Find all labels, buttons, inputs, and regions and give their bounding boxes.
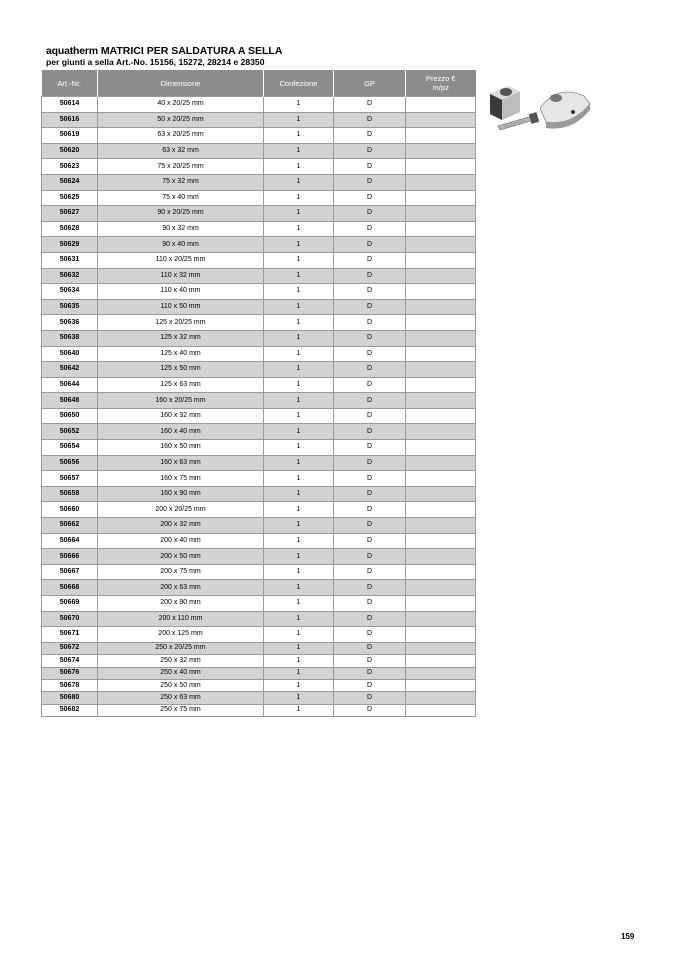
cell-prezzo	[406, 580, 476, 596]
saddle-welding-dies-product-icon	[486, 72, 604, 138]
cell-dimensione: 75 x 32 mm	[98, 174, 264, 190]
cell-confezione: 1	[264, 471, 334, 487]
cell-confezione: 1	[264, 564, 334, 580]
table-row	[42, 408, 476, 424]
cell-prezzo	[406, 221, 476, 237]
cell-gp: D	[334, 642, 406, 654]
cell-gp: D	[334, 112, 406, 128]
cell-prezzo	[406, 655, 476, 667]
cell-art-nr: 50638	[42, 330, 98, 346]
cell-gp: D	[334, 580, 406, 596]
cell-prezzo	[406, 159, 476, 175]
cell-confezione: 1	[264, 206, 334, 222]
cell-dimensione: 90 x 40 mm	[98, 237, 264, 253]
cell-dimensione: 125 x 32 mm	[98, 330, 264, 346]
cell-confezione: 1	[264, 284, 334, 300]
cell-gp: D	[334, 440, 406, 456]
cell-gp: D	[334, 692, 406, 704]
cell-prezzo	[406, 564, 476, 580]
table-row	[42, 128, 476, 144]
cell-dimensione: 200 x 32 mm	[98, 518, 264, 534]
table-row	[42, 679, 476, 691]
table-row	[42, 159, 476, 175]
cell-art-nr: 50640	[42, 346, 98, 362]
cell-prezzo	[406, 440, 476, 456]
cell-dimensione: 160 x 32 mm	[98, 408, 264, 424]
cell-gp: D	[334, 159, 406, 175]
cell-prezzo	[406, 206, 476, 222]
cell-prezzo	[406, 408, 476, 424]
cell-gp: D	[334, 564, 406, 580]
cell-dimensione: 200 x 63 mm	[98, 580, 264, 596]
brand-name: aquatherm	[46, 45, 98, 57]
cell-art-nr: 50662	[42, 518, 98, 534]
cell-confezione: 1	[264, 362, 334, 378]
cell-dimensione: 90 x 32 mm	[98, 221, 264, 237]
table-row	[42, 268, 476, 284]
cell-confezione: 1	[264, 611, 334, 627]
cell-art-nr: 50682	[42, 704, 98, 716]
cell-prezzo	[406, 679, 476, 691]
cell-confezione: 1	[264, 97, 334, 113]
table-row	[42, 143, 476, 159]
cell-prezzo	[406, 518, 476, 534]
cell-prezzo	[406, 596, 476, 612]
col-header-dimensione: Dimensione	[98, 70, 264, 97]
cell-art-nr: 50619	[42, 128, 98, 144]
cell-art-nr: 50676	[42, 667, 98, 679]
cell-dimensione: 160 x 50 mm	[98, 440, 264, 456]
table-row	[42, 237, 476, 253]
cell-art-nr: 50627	[42, 206, 98, 222]
cell-art-nr: 50674	[42, 655, 98, 667]
cell-gp: D	[334, 237, 406, 253]
page-number: 159	[621, 932, 635, 941]
cell-confezione: 1	[264, 128, 334, 144]
cell-gp: D	[334, 128, 406, 144]
table-row	[42, 393, 476, 409]
cell-dimensione: 63 x 20/25 mm	[98, 128, 264, 144]
table-row	[42, 252, 476, 268]
cell-gp: D	[334, 471, 406, 487]
table-row	[42, 362, 476, 378]
cell-art-nr: 50635	[42, 299, 98, 315]
cell-art-nr: 50654	[42, 440, 98, 456]
cell-confezione: 1	[264, 642, 334, 654]
table-header-row	[42, 70, 476, 97]
cell-gp: D	[334, 455, 406, 471]
cell-confezione: 1	[264, 408, 334, 424]
cell-confezione: 1	[264, 627, 334, 643]
table-row	[42, 190, 476, 206]
cell-dimensione: 200 x 40 mm	[98, 533, 264, 549]
cell-dimensione: 250 x 20/25 mm	[98, 642, 264, 654]
cell-dimensione: 110 x 32 mm	[98, 268, 264, 284]
table-row	[42, 611, 476, 627]
cell-confezione: 1	[264, 704, 334, 716]
col-header-prezzo	[406, 70, 476, 97]
cell-prezzo	[406, 252, 476, 268]
cell-art-nr: 50644	[42, 377, 98, 393]
cell-dimensione: 63 x 32 mm	[98, 143, 264, 159]
cell-gp: D	[334, 299, 406, 315]
cell-dimensione: 160 x 20/25 mm	[98, 393, 264, 409]
cell-gp: D	[334, 655, 406, 667]
cell-gp: D	[334, 679, 406, 691]
cell-gp: D	[334, 362, 406, 378]
table-row	[42, 284, 476, 300]
table-row	[42, 549, 476, 565]
cell-art-nr: 50666	[42, 549, 98, 565]
cell-prezzo	[406, 330, 476, 346]
table-row	[42, 174, 476, 190]
cell-art-nr: 50614	[42, 97, 98, 113]
cell-prezzo	[406, 502, 476, 518]
table-row	[42, 221, 476, 237]
cell-gp: D	[334, 596, 406, 612]
cell-confezione: 1	[264, 252, 334, 268]
cell-gp: D	[334, 221, 406, 237]
table-row	[42, 486, 476, 502]
table-row	[42, 502, 476, 518]
cell-dimensione: 250 x 50 mm	[98, 679, 264, 691]
cell-gp: D	[334, 518, 406, 534]
cell-gp: D	[334, 533, 406, 549]
table-row	[42, 596, 476, 612]
product-table	[41, 70, 476, 717]
cell-dimensione: 75 x 40 mm	[98, 190, 264, 206]
cell-art-nr: 50632	[42, 268, 98, 284]
cell-prezzo	[406, 393, 476, 409]
table-row	[42, 564, 476, 580]
table-row	[42, 533, 476, 549]
cell-prezzo	[406, 112, 476, 128]
cell-art-nr: 50658	[42, 486, 98, 502]
cell-art-nr: 50628	[42, 221, 98, 237]
cell-confezione: 1	[264, 533, 334, 549]
cell-confezione: 1	[264, 221, 334, 237]
cell-gp: D	[334, 424, 406, 440]
table-row	[42, 655, 476, 667]
table-row	[42, 346, 476, 362]
cell-prezzo	[406, 174, 476, 190]
cell-dimensione: 250 x 40 mm	[98, 667, 264, 679]
cell-art-nr: 50664	[42, 533, 98, 549]
cell-confezione: 1	[264, 190, 334, 206]
table-row	[42, 667, 476, 679]
cell-prezzo	[406, 346, 476, 362]
cell-dimensione: 200 x 90 mm	[98, 596, 264, 612]
cell-prezzo	[406, 97, 476, 113]
cell-dimensione: 250 x 63 mm	[98, 692, 264, 704]
cell-art-nr: 50623	[42, 159, 98, 175]
table-row	[42, 315, 476, 331]
cell-confezione: 1	[264, 346, 334, 362]
cell-gp: D	[334, 377, 406, 393]
cell-gp: D	[334, 143, 406, 159]
cell-dimensione: 160 x 63 mm	[98, 455, 264, 471]
table-row	[42, 424, 476, 440]
cell-art-nr: 50668	[42, 580, 98, 596]
table-row	[42, 440, 476, 456]
cell-dimensione: 40 x 20/25 mm	[98, 97, 264, 113]
cell-dimensione: 125 x 20/25 mm	[98, 315, 264, 331]
cell-gp: D	[334, 252, 406, 268]
page-subtitle: per giunti a sella Art.-No. 15156, 15272, 28214 e 28350	[46, 57, 265, 67]
cell-confezione: 1	[264, 440, 334, 456]
cell-dimensione: 75 x 20/25 mm	[98, 159, 264, 175]
cell-art-nr: 50680	[42, 692, 98, 704]
cell-prezzo	[406, 455, 476, 471]
cell-gp: D	[334, 408, 406, 424]
cell-dimensione: 125 x 63 mm	[98, 377, 264, 393]
cell-confezione: 1	[264, 424, 334, 440]
cell-prezzo	[406, 299, 476, 315]
cell-prezzo	[406, 642, 476, 654]
cell-gp: D	[334, 97, 406, 113]
cell-confezione: 1	[264, 679, 334, 691]
cell-confezione: 1	[264, 549, 334, 565]
cell-prezzo	[406, 611, 476, 627]
table-row	[42, 580, 476, 596]
cell-art-nr: 50652	[42, 424, 98, 440]
cell-art-nr: 50648	[42, 393, 98, 409]
cell-dimensione: 160 x 90 mm	[98, 486, 264, 502]
cell-art-nr: 50620	[42, 143, 98, 159]
cell-confezione: 1	[264, 315, 334, 331]
cell-prezzo	[406, 315, 476, 331]
table-row	[42, 627, 476, 643]
cell-confezione: 1	[264, 299, 334, 315]
cell-art-nr: 50650	[42, 408, 98, 424]
cell-art-nr: 50678	[42, 679, 98, 691]
cell-art-nr: 50672	[42, 642, 98, 654]
cell-gp: D	[334, 704, 406, 716]
table-row	[42, 642, 476, 654]
cell-art-nr: 50657	[42, 471, 98, 487]
cell-gp: D	[334, 667, 406, 679]
cell-prezzo	[406, 143, 476, 159]
cell-confezione: 1	[264, 159, 334, 175]
cell-prezzo	[406, 424, 476, 440]
cell-confezione: 1	[264, 143, 334, 159]
cell-art-nr: 50636	[42, 315, 98, 331]
cell-dimensione: 200 x 75 mm	[98, 564, 264, 580]
cell-dimensione: 200 x 50 mm	[98, 549, 264, 565]
cell-prezzo	[406, 486, 476, 502]
cell-dimensione: 160 x 40 mm	[98, 424, 264, 440]
cell-confezione: 1	[264, 502, 334, 518]
cell-art-nr: 50629	[42, 237, 98, 253]
cell-confezione: 1	[264, 580, 334, 596]
table-row	[42, 97, 476, 113]
cell-dimensione: 50 x 20/25 mm	[98, 112, 264, 128]
cell-dimensione: 200 x 110 mm	[98, 611, 264, 627]
cell-confezione: 1	[264, 596, 334, 612]
cell-gp: D	[334, 190, 406, 206]
cell-dimensione: 125 x 50 mm	[98, 362, 264, 378]
cell-confezione: 1	[264, 237, 334, 253]
col-header-confezione: Confezione	[264, 70, 334, 97]
cell-confezione: 1	[264, 486, 334, 502]
cell-confezione: 1	[264, 174, 334, 190]
cell-confezione: 1	[264, 330, 334, 346]
cell-prezzo	[406, 377, 476, 393]
cell-prezzo	[406, 284, 476, 300]
cell-gp: D	[334, 393, 406, 409]
cell-prezzo	[406, 627, 476, 643]
title-text: MATRICI PER SALDATURA A SELLA	[100, 45, 283, 57]
cell-gp: D	[334, 486, 406, 502]
col-header-prezzo-unit: m/pz	[432, 83, 449, 92]
cell-gp: D	[334, 268, 406, 284]
cell-art-nr: 50634	[42, 284, 98, 300]
table-body	[42, 97, 476, 717]
cell-gp: D	[334, 315, 406, 331]
cell-art-nr: 50631	[42, 252, 98, 268]
cell-art-nr: 50616	[42, 112, 98, 128]
table-row	[42, 299, 476, 315]
cell-gp: D	[334, 611, 406, 627]
cell-dimensione: 90 x 20/25 mm	[98, 206, 264, 222]
table-row	[42, 518, 476, 534]
cell-prezzo	[406, 533, 476, 549]
table-row	[42, 471, 476, 487]
cell-prezzo	[406, 190, 476, 206]
cell-prezzo	[406, 128, 476, 144]
cell-gp: D	[334, 346, 406, 362]
cell-dimensione: 110 x 40 mm	[98, 284, 264, 300]
cell-prezzo	[406, 692, 476, 704]
cell-gp: D	[334, 284, 406, 300]
cell-dimensione: 110 x 20/25 mm	[98, 252, 264, 268]
cell-gp: D	[334, 627, 406, 643]
cell-gp: D	[334, 174, 406, 190]
cell-confezione: 1	[264, 112, 334, 128]
page-title	[46, 45, 282, 57]
cell-dimensione: 250 x 32 mm	[98, 655, 264, 667]
cell-prezzo	[406, 704, 476, 716]
col-header-prezzo-label: Prezzo €	[425, 74, 456, 83]
cell-art-nr: 50660	[42, 502, 98, 518]
table-row	[42, 206, 476, 222]
cell-dimensione: 200 x 125 mm	[98, 627, 264, 643]
cell-art-nr: 50625	[42, 190, 98, 206]
cell-art-nr: 50656	[42, 455, 98, 471]
cell-confezione: 1	[264, 667, 334, 679]
cell-confezione: 1	[264, 518, 334, 534]
table-row	[42, 455, 476, 471]
cell-art-nr: 50667	[42, 564, 98, 580]
cell-dimensione: 125 x 40 mm	[98, 346, 264, 362]
table-row	[42, 704, 476, 716]
cell-art-nr: 50670	[42, 611, 98, 627]
cell-prezzo	[406, 471, 476, 487]
cell-confezione: 1	[264, 692, 334, 704]
cell-gp: D	[334, 330, 406, 346]
cell-art-nr: 50669	[42, 596, 98, 612]
cell-confezione: 1	[264, 655, 334, 667]
cell-prezzo	[406, 667, 476, 679]
cell-gp: D	[334, 206, 406, 222]
cell-confezione: 1	[264, 268, 334, 284]
cell-confezione: 1	[264, 377, 334, 393]
cell-prezzo	[406, 549, 476, 565]
table-row	[42, 330, 476, 346]
col-header-gp: GP	[334, 70, 406, 97]
cell-confezione: 1	[264, 455, 334, 471]
cell-art-nr: 50624	[42, 174, 98, 190]
cell-prezzo	[406, 237, 476, 253]
table-row	[42, 377, 476, 393]
cell-dimensione: 200 x 20/25 mm	[98, 502, 264, 518]
cell-art-nr: 50671	[42, 627, 98, 643]
cell-dimensione: 110 x 50 mm	[98, 299, 264, 315]
col-header-artnr: Art.-Nr.	[42, 70, 98, 97]
cell-art-nr: 50642	[42, 362, 98, 378]
cell-dimensione: 250 x 75 mm	[98, 704, 264, 716]
cell-prezzo	[406, 268, 476, 284]
cell-prezzo	[406, 362, 476, 378]
table-row	[42, 112, 476, 128]
cell-gp: D	[334, 502, 406, 518]
cell-confezione: 1	[264, 393, 334, 409]
cell-gp: D	[334, 549, 406, 565]
table-row	[42, 692, 476, 704]
cell-dimensione: 160 x 75 mm	[98, 471, 264, 487]
